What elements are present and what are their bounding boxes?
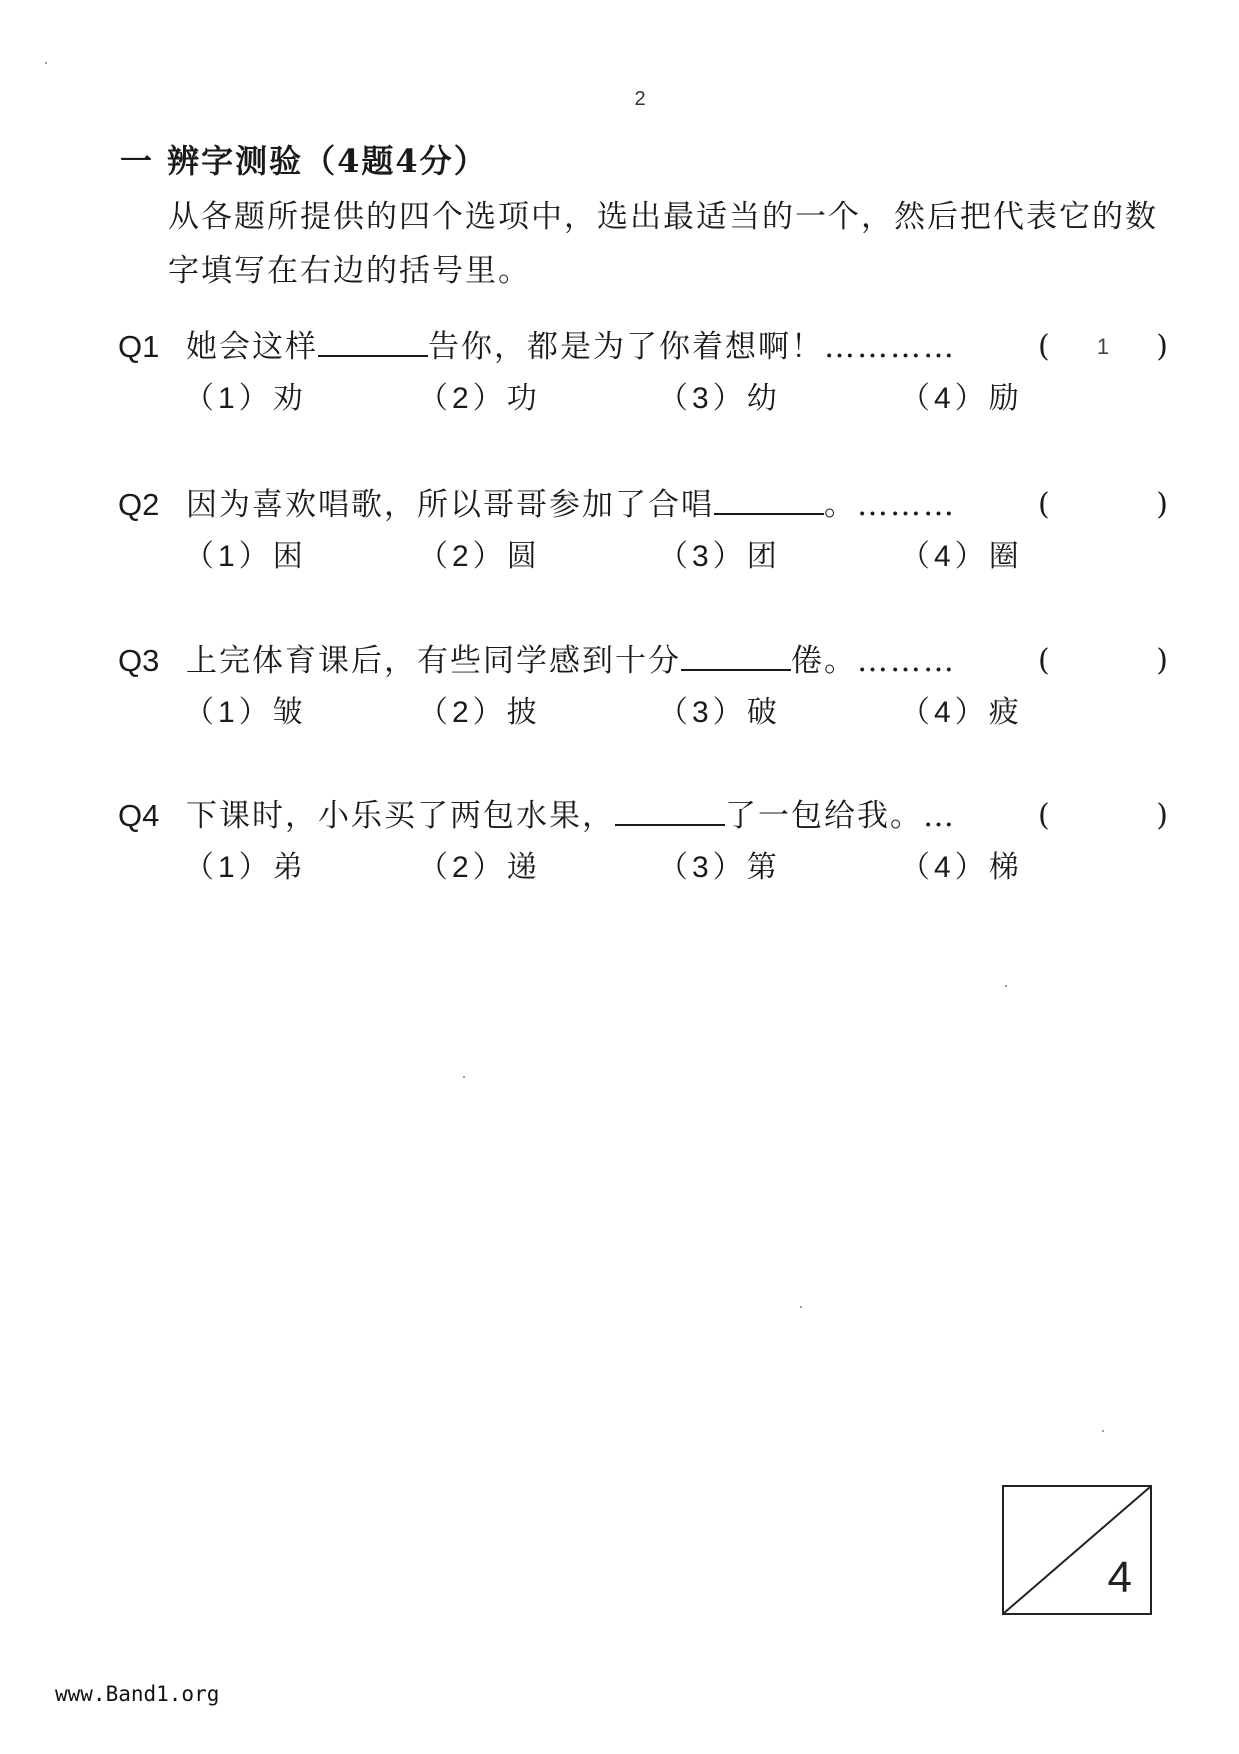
question-text-after: 倦。………: [791, 643, 956, 679]
option-2[interactable]: （2）功: [418, 381, 537, 416]
option-1[interactable]: （1）困: [184, 539, 303, 574]
question-text-after: 了一包给我。…: [725, 798, 956, 834]
question-number: Q3: [118, 643, 160, 678]
option-3[interactable]: （3）幼: [658, 381, 777, 416]
question-number: Q1: [118, 329, 160, 364]
answer-parentheses[interactable]: ( ): [1038, 643, 1168, 678]
question-text-before: 她会这样: [186, 329, 318, 365]
option-4[interactable]: （4）励: [900, 381, 1019, 416]
answer-blank: [681, 639, 791, 671]
scan-speck: [463, 1076, 465, 1078]
answer-parentheses[interactable]: ( ): [1038, 487, 1168, 522]
section-title: 一 辨字测验（4题4分）: [120, 142, 488, 180]
score-total: 4: [1107, 1553, 1132, 1602]
scan-speck: [1102, 1430, 1104, 1432]
option-2[interactable]: （2）圆: [418, 539, 537, 574]
question-number: Q4: [118, 798, 160, 833]
instructions: 从各题所提供的四个选项中，选出最适当的一个，然后把代表它的数字填写在右边的括号里。: [168, 199, 1158, 289]
question-text-before: 上完体育课后，有些同学感到十分: [186, 643, 681, 679]
option-1[interactable]: （1）弟: [184, 850, 303, 885]
answer-parentheses[interactable]: ( 1 ): [1038, 322, 1168, 372]
options-row: [118, 843, 1168, 893]
score-box: [1002, 1485, 1152, 1615]
answer-blank: [714, 483, 824, 515]
option-4[interactable]: （4）圈: [900, 539, 1019, 574]
scan-speck: [1005, 985, 1007, 987]
question-text-after: 。………: [824, 487, 956, 523]
option-3[interactable]: （3）第: [658, 850, 777, 885]
answer-blank: [615, 794, 725, 826]
answer-parentheses[interactable]: ( ): [1038, 798, 1168, 833]
option-1[interactable]: （1）劝: [184, 381, 303, 416]
question-text-after: 告你，都是为了你着想啊！…………: [428, 329, 956, 365]
question-text-before: 下课时，小乐买了两包水果，: [186, 798, 615, 834]
question-2: [118, 480, 1168, 582]
option-3[interactable]: （3）团: [658, 539, 777, 574]
options-row: [118, 532, 1168, 582]
scan-speck: [45, 62, 47, 64]
question-text-before: 因为喜欢唱歌，所以哥哥参加了合唱: [186, 487, 714, 523]
scan-speck: [800, 1306, 802, 1308]
question-3: [118, 636, 1168, 738]
answer-blank: [318, 325, 428, 357]
option-3[interactable]: （3）破: [658, 695, 777, 730]
option-2[interactable]: （2）披: [418, 695, 537, 730]
option-2[interactable]: （2）递: [418, 850, 537, 885]
option-4[interactable]: （4）疲: [900, 695, 1019, 730]
options-row: [118, 374, 1168, 424]
options-row: [118, 688, 1168, 738]
question-number: Q2: [118, 487, 160, 522]
question-1: [118, 322, 1168, 424]
answer-value: 1: [1096, 334, 1110, 359]
question-4: [118, 791, 1168, 893]
page-number: 2: [634, 88, 646, 110]
option-1[interactable]: （1）皱: [184, 695, 303, 730]
option-4[interactable]: （4）梯: [900, 850, 1019, 885]
footer-url: www.Band1.org: [55, 1682, 220, 1706]
